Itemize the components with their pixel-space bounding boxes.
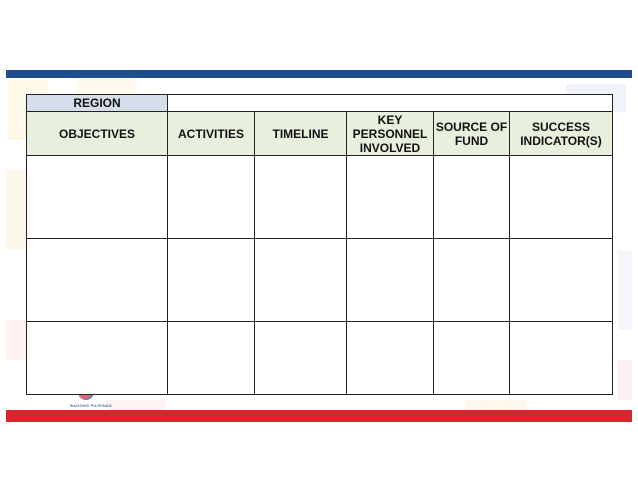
- table-cell[interactable]: [434, 156, 510, 239]
- table-cell[interactable]: [27, 239, 168, 322]
- table-row: [27, 322, 613, 395]
- table-cell[interactable]: [27, 156, 168, 239]
- decor-block: [6, 320, 26, 360]
- table-cell[interactable]: [434, 239, 510, 322]
- decor-block: [466, 400, 526, 410]
- decor-block: [6, 170, 28, 250]
- header-success-indicators: SUCCESS INDICATOR(S): [510, 112, 613, 156]
- logo-caption: BAGONG PILIPINAS: [70, 403, 112, 408]
- table-cell[interactable]: [255, 156, 347, 239]
- header-objectives: OBJECTIVES: [27, 112, 168, 156]
- table-cell[interactable]: [168, 156, 255, 239]
- decor-block: [618, 360, 632, 400]
- table-cell[interactable]: [168, 322, 255, 395]
- table-cell[interactable]: [347, 156, 434, 239]
- table-row: [27, 156, 613, 239]
- table-cell[interactable]: [27, 322, 168, 395]
- table-cell[interactable]: [510, 239, 613, 322]
- header-timeline: TIMELINE: [255, 112, 347, 156]
- header-source-of-fund: SOURCE OF FUND: [434, 112, 510, 156]
- table-cell[interactable]: [255, 239, 347, 322]
- header-activities: ACTIVITIES: [168, 112, 255, 156]
- table-cell[interactable]: [347, 322, 434, 395]
- table-cell[interactable]: [168, 239, 255, 322]
- region-label: REGION: [27, 95, 168, 112]
- action-plan-table: [26, 94, 613, 395]
- header-key-personnel: KEY PERSONNEL INVOLVED: [347, 112, 434, 156]
- table-cell[interactable]: [347, 239, 434, 322]
- table-cell[interactable]: [510, 156, 613, 239]
- table-row: [27, 239, 613, 322]
- header-row: [27, 112, 613, 156]
- top-accent-bar: [6, 70, 632, 78]
- decor-block: [618, 250, 632, 330]
- table-cell[interactable]: [434, 322, 510, 395]
- region-input[interactable]: [168, 95, 613, 112]
- table-cell[interactable]: [510, 322, 613, 395]
- bottom-accent-bar: [6, 410, 632, 422]
- table-cell[interactable]: [255, 322, 347, 395]
- region-row: [27, 95, 613, 112]
